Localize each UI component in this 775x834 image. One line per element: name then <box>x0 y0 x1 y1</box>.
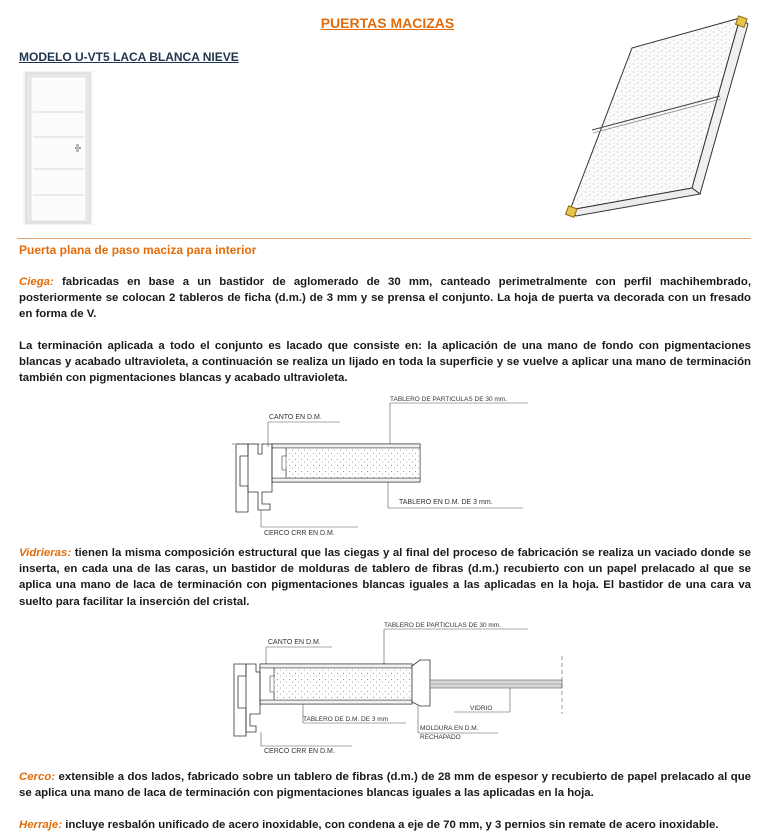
paragraph-terminacion <box>19 338 751 387</box>
lead-herraje: Herraje: <box>19 819 63 831</box>
label-cerco-2: CERCO CRR EN D.M. <box>264 748 335 755</box>
label-moldura-1: MOLDURA EN D.M. <box>420 725 479 732</box>
text-cerco: extensible a dos lados, fabricado sobre un tablero de fibras (d.m.) de 28 mm de espesor y recubierto de papel prelacado al que se aplica una mano de laca de terminación con pigmentaciones blancas iguales a las aplicadas en la hoja. <box>19 771 751 800</box>
paragraph-vidrieras <box>19 545 751 610</box>
section-diagram-ciega <box>228 392 528 538</box>
label-tablero-particulas-2: TABLERO DE PARTICULAS DE 30 mm. <box>384 622 502 629</box>
label-vidrio: VIDRIO <box>470 705 493 712</box>
lead-ciega: Ciega: <box>19 276 54 288</box>
paragraph-cerco <box>19 769 751 801</box>
label-tablero-particulas: TABLERO DE PARTICULAS DE 30 mm. <box>390 396 508 403</box>
page-title: PUERTAS MACIZAS <box>320 15 455 31</box>
model-name: MODELO U-VT5 LACA BLANCA NIEVE <box>19 50 239 64</box>
section-subtitle: Puerta plana de paso maciza para interior <box>19 243 257 257</box>
panel-illustration <box>560 14 755 224</box>
label-tablero-dm-2: TABLERO DE D.M. DE 3 mm <box>303 716 389 723</box>
label-canto-2: CANTO EN D.M. <box>268 639 321 646</box>
paragraph-ciega <box>19 274 751 323</box>
lead-cerco: Cerco: <box>19 771 56 783</box>
section-diagram-vidriera <box>228 618 573 758</box>
paragraph-herraje <box>19 817 751 833</box>
text-terminacion: La terminación aplicada a todo el conjunto es lacado que consiste en: la aplicación de una mano de fondo con pigmentaciones blancas y acabado ultravioleta, a continuación se realiza un lijado en toda la superficie y se vuelve a aplicar una mano de terminación también con pigmentaciones blancas y acabado ultravioleta. <box>19 340 751 385</box>
label-tablero-dm: TABLERO EN D.M. DE 3 mm. <box>399 499 493 506</box>
label-cerco: CERCO CRR EN D.M. <box>264 530 335 537</box>
label-moldura-2: RECHAPADO <box>420 734 461 741</box>
text-herraje: incluye resbalón unificado de acero inoxidable, con condena a eje de 70 mm, y 3 pernios sin remate de acero inoxidable. <box>62 819 719 831</box>
lead-vidrieras: Vidrieras: <box>19 547 72 559</box>
door-image <box>23 71 93 225</box>
text-vidrieras: tienen la misma composición estructural que las ciegas y al final del proceso de fabricación se realiza un vaciado donde se inserta, en cada una de las caras, un bastidor de molduras de tablero de fibras (d.m.) recubierto con un papel prelacado al que se aplica una mano de laca de terminación con pigmentaciones blancas iguales a las aplicadas en la hoja. El bastidor de una cara va suelto para facilitar la inserción del cristal. <box>19 547 751 608</box>
divider <box>17 238 751 239</box>
label-canto: CANTO EN D.M. <box>269 414 322 421</box>
text-ciega: fabricadas en base a un bastidor de aglomerado de 30 mm, canteado perimetralmente con perfil machihembrado, posteriormente se colocan 2 tableros de ficha (d.m.) de 3 mm y se prensa el conjunto. La hoja de puerta va decorada con un fresado en forma de V. <box>19 276 751 321</box>
